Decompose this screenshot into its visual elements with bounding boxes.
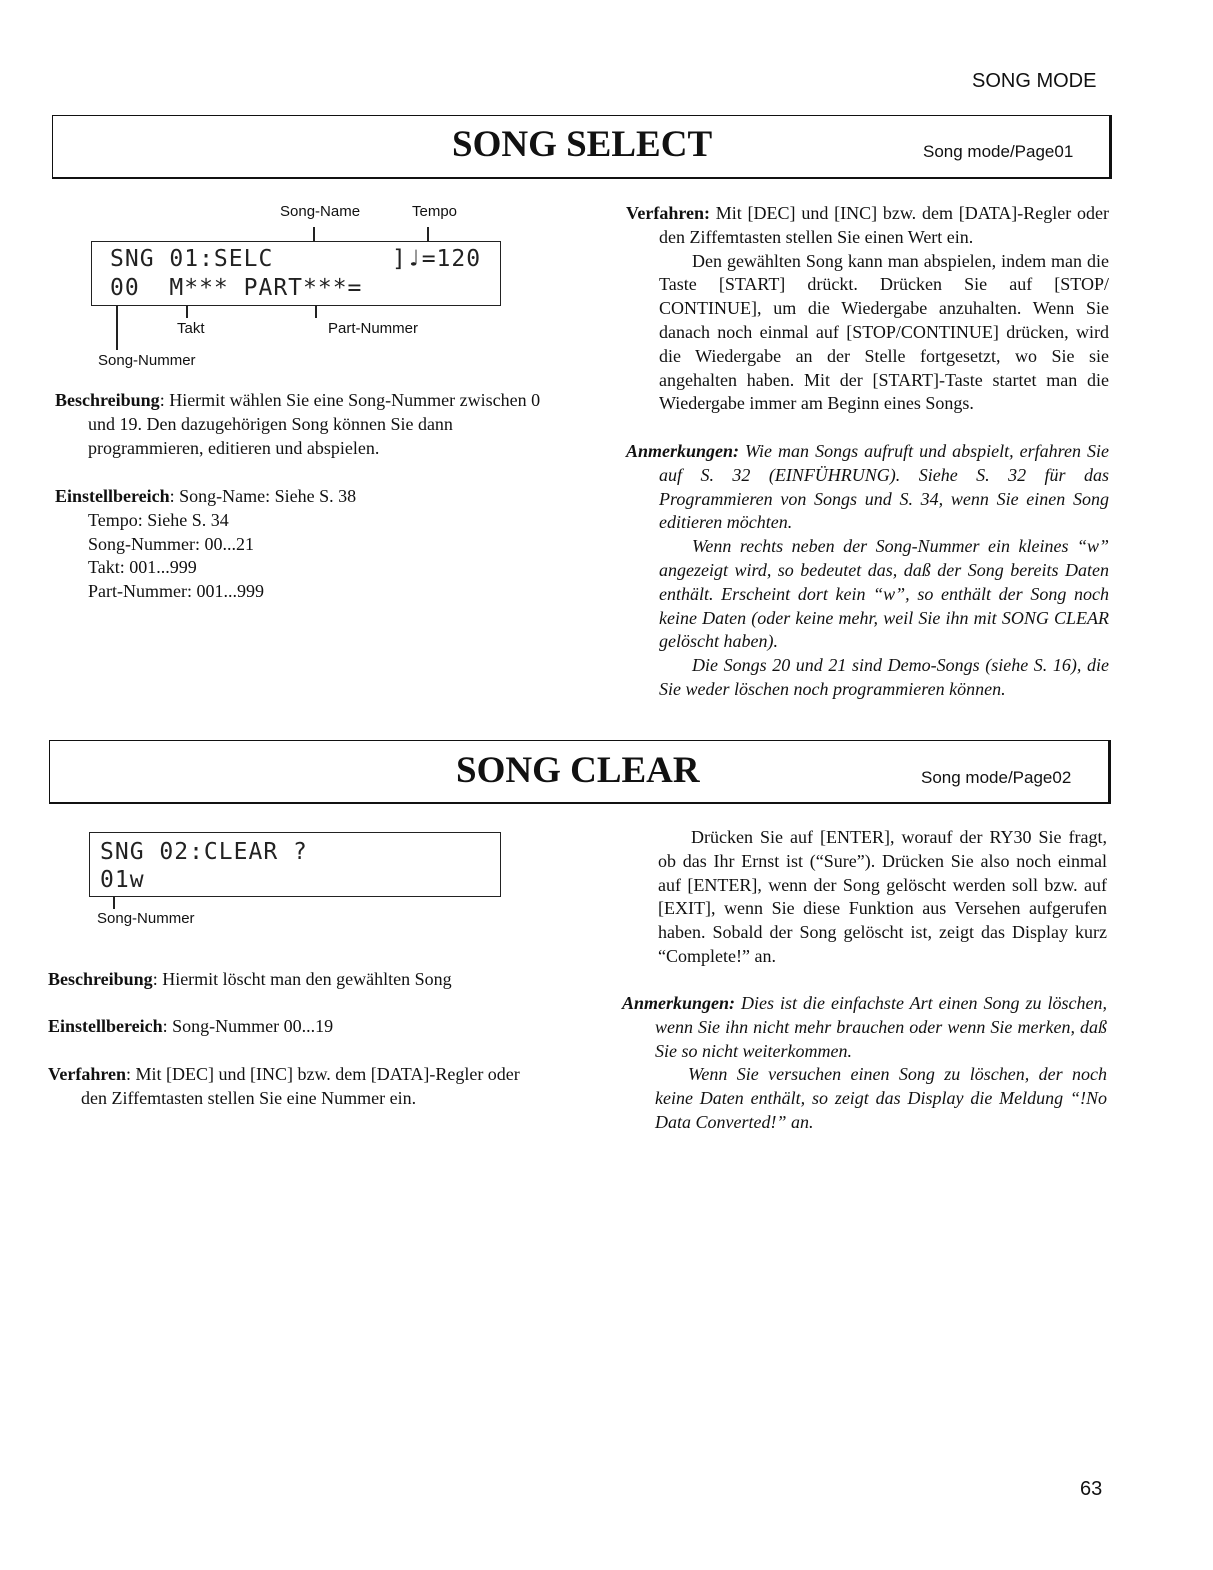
- lcd-line-1-left: SNG 01:SELC: [110, 246, 274, 272]
- verfahren-text: Mit [DEC] und [INC] bzw. dem [DATA]-Regler oder den Ziffemtasten stellen Sie einen Wert ein.: [659, 203, 1109, 247]
- song-clear-einstellbereich: [48, 1015, 538, 1039]
- anmerkungen-text-2: Wenn Sie versuchen einen Song zu löschen, der noch keine Daten enthält, so zeigt das Display die Meldung “!No Data Converted!” an.: [655, 1064, 1107, 1132]
- einstellbereich-label: Einstellbereich: [55, 486, 170, 506]
- song-clear-description: [625, 826, 1107, 969]
- beschreibung-label: Beschreibung: [55, 390, 160, 410]
- song-nummer-pointer: [113, 897, 115, 909]
- lcd-line-2: 00 M*** PART***=: [110, 275, 363, 301]
- anmerkungen-label: Anmerkungen:: [626, 441, 740, 461]
- anmerkungen-text-3: Die Songs 20 und 21 sind Demo-Songs (siehe S. 16), die Sie weder löschen noch programmieren können.: [659, 655, 1109, 699]
- song-clear-verfahren: [48, 1063, 538, 1111]
- song-clear-right-text: Drücken Sie auf [ENTER], worauf der RY30 Sie fragt, ob das Ihr Ernst ist (“Sure”). Drücken Sie also noch einmal auf [ENTER], wenn der Song gelöscht werden soll bzw. auf [EXIT], wenn Sie diese Funktion aus Versehen aufgerufen haben. Sobald der Song gelöscht ist, zeigt das Display kurz “Complete!” an.: [658, 827, 1107, 966]
- verfahren-label: Verfahren:: [626, 203, 710, 223]
- part-nummer-label: Part-Nummer: [328, 320, 419, 337]
- beschreibung-text: : Hiermit wählen Sie eine Song-Nummer zwischen 0 und 19. Den dazugehörigen Song können Sie dann programmieren, editieren und abspielen.: [88, 390, 541, 458]
- beschreibung-text: : Hiermit löscht man den gewählten Song: [152, 969, 452, 989]
- song-clear-anmerkungen: [622, 992, 1107, 1135]
- song-clear-lcd: [89, 832, 501, 897]
- einstellbereich-label: Einstellbereich: [48, 1016, 163, 1036]
- song-clear-page-ref: Song mode/Page02: [921, 768, 1072, 787]
- song-name-label: Song-Name: [280, 203, 361, 220]
- song-select-page-ref: Song mode/Page01: [923, 142, 1074, 161]
- song-select-einstellbereich: [55, 485, 542, 604]
- takt-pointer: [186, 306, 188, 318]
- song-select-beschreibung: [55, 389, 542, 460]
- beschreibung-label: Beschreibung: [48, 969, 153, 989]
- song-select-lcd: [91, 241, 501, 306]
- song-name-pointer: [313, 227, 315, 241]
- tempo-pointer: [427, 227, 429, 241]
- verfahren-text: : Mit [DEC] und [INC] bzw. dem [DATA]-Regler oder den Ziffemtasten stellen Sie eine Nummer ein.: [81, 1064, 520, 1108]
- section-header: SONG MODE: [972, 70, 1097, 92]
- lcd-line-1-right: ]♩=120: [392, 246, 482, 272]
- einstellbereich-item: Song-Nummer: 00...21: [88, 533, 254, 554]
- verfahren-label: Verfahren: [48, 1064, 126, 1084]
- lcd-line-1: SNG 02:CLEAR ?: [100, 839, 308, 865]
- song-select-title: SONG SELECT: [452, 124, 713, 165]
- einstellbereich-first: : Song-Name: Siehe S. 38: [169, 486, 357, 506]
- anmerkungen-text: Wie man Songs aufruft und abspielt, erfahren Sie auf S. 32 (EINFÜHRUNG). Siehe S. 32 für das Programmieren von Songs und S. 34, wenn Sie einen Song editieren möchten.: [659, 441, 1109, 533]
- einstellbereich-item: Part-Nummer: 001...999: [88, 581, 264, 602]
- song-nummer-label: Song-Nummer: [97, 910, 195, 927]
- song-clear-beschreibung: [48, 968, 538, 992]
- part-nummer-pointer: [315, 306, 317, 318]
- song-select-anmerkungen: [626, 440, 1109, 702]
- anmerkungen-text-2: Wenn rechts neben der Song-Nummer ein kleines “w” angezeigt wird, so bedeutet das, daß der Song bereits Daten enthält. Erscheint dort kein “w”, so enthält der Song noch keine Daten (oder keine mehr, weil Sie ihn mit SONG CLEAR gelöscht haben).: [659, 536, 1109, 652]
- song-clear-title: SONG CLEAR: [456, 750, 700, 791]
- lcd-line-2: 01w: [100, 867, 145, 893]
- anmerkungen-text: Dies ist die einfachste Art einen Song zu löschen, wenn Sie ihn nicht mehr brauchen oder wenn Sie merken, daß Sie so nicht weiterkommen.: [655, 993, 1107, 1061]
- takt-label: Takt: [177, 320, 205, 337]
- song-nummer-pointer: [116, 306, 118, 350]
- song-nummer-label: Song-Nummer: [98, 352, 196, 369]
- einstellbereich-item: Takt: 001...999: [88, 557, 197, 578]
- song-select-verfahren: [626, 202, 1109, 416]
- einstellbereich-item: Tempo: Siehe S. 34: [88, 509, 229, 530]
- einstellbereich-text: : Song-Nummer 00...19: [162, 1016, 334, 1036]
- anmerkungen-label: Anmerkungen:: [622, 993, 736, 1013]
- page-number: 63: [1080, 1478, 1103, 1500]
- tempo-label: Tempo: [412, 203, 458, 220]
- verfahren-text-2: Den gewählten Song kann man abspielen, indem man die Taste [START] drückt. Drücken Sie auf [STOP/ CONTINUE], um die Wiedergabe anzuhalten. Wenn Sie danach noch einmal auf [STOP/CONTINUE] drücken, wird die Wiedergabe an der Stelle fortgesetzt, wo Sie sie angehalten haben. Mit der [START]-Taste startet man die Wiedergabe immer am Beginn eines Songs.: [659, 250, 1109, 414]
